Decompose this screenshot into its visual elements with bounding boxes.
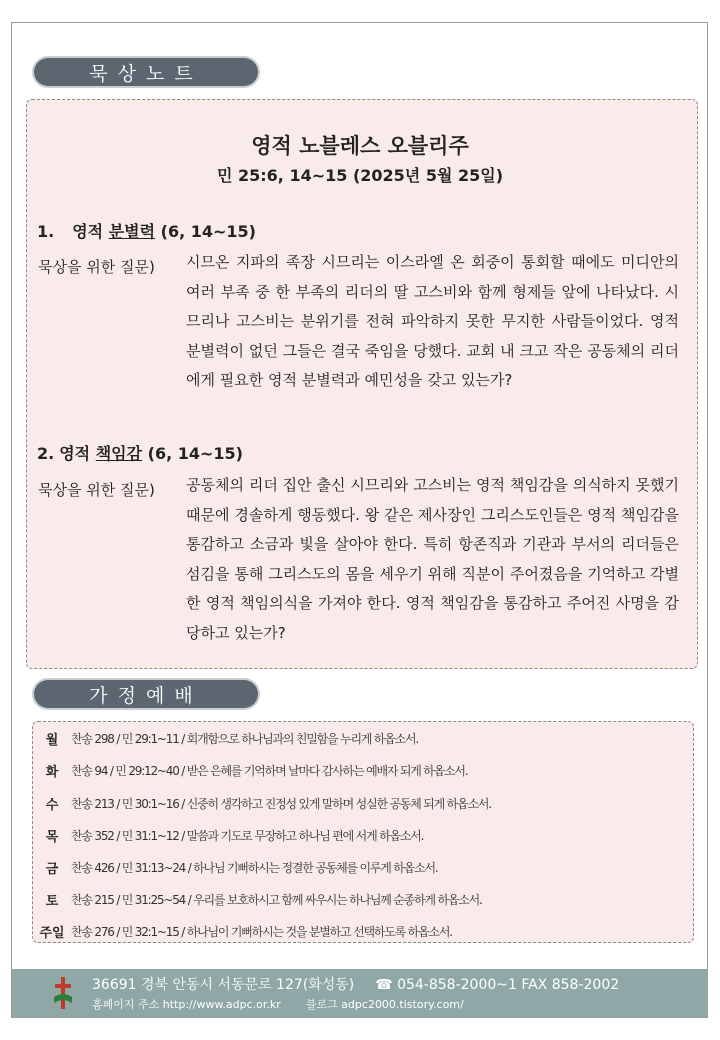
- worship-row-tue: 화 찬송 94 / 민 29:12~40 / 받은 은혜를 기억하며 날마다 감사하는 예배자 되게 하옵소서.: [45, 763, 468, 780]
- family-worship-box: [32, 721, 694, 943]
- footer-homepage-link[interactable]: 홈페이지 주소 http://www.adpc.or.kr: [92, 998, 281, 1011]
- point-2-text: 공동체의 리더 집안 출신 시므리와 고스비는 영적 책임감을 의식하지 못했기 때문에 경솔하게 행동했다. 왕 같은 제사장인 그리스도인들은 영적 책임감을 통감하고 소금과 빛을 살아야 한다. 특히 항존직과 기관과 부서의 리더들은 섬김을 통해 그리스도의 몸을 세우기 위해 직분이 주어졌음을 기억하고 각별한 영적 책임의식을 가져야 한다. 영적 책임감을 통감하고 주어진 사명을 감당하고 있는가?: [186, 476, 679, 642]
- footer-line-2: [92, 996, 464, 1012]
- church-logo-icon: [52, 975, 74, 1011]
- footer: [12, 969, 708, 1017]
- worship-row-sun: 주일 찬송 276 / 민 32:1~15 / 하나님이 기뻐하시는 것을 분별하고 선택하도록 하옵소서.: [39, 924, 452, 941]
- scripture-reference: 민 25:6, 14~15 (2025년 5월 25일): [216, 166, 504, 185]
- footer-blog-link[interactable]: 블로그 adpc2000.tistory.com/: [305, 998, 464, 1011]
- point-1-question-label: 묵상을 위한 질문): [38, 258, 155, 276]
- point-1-text: 시므온 지파의 족장 시므리는 이스라엘 온 회중이 통회할 때에도 미디안의 여러 부족 중 한 부족의 리더의 딸 고스비와 함께 형제들 앞에 나타났다. 시므리나 고스비는 분위기를 전혀 파악하지 못한 무지한 사람들이었다. 영적 분별력이 없던 그들은 결국 죽임을 당했다. 교회 내 크고 작은 공동체의 리더에게 필요한 영적 분별력과 예민성을 갖고 있는가?: [186, 253, 679, 389]
- worship-row-fri: 금 찬송 426 / 민 31:13~24 / 하나님 기뻐하시는 정결한 공동체를 이루게 하옵소서.: [45, 860, 438, 877]
- worship-row-wed: 수 찬송 213 / 민 30:1~16 / 신중히 생각하고 진정성 있게 말하며 성실한 공동체 되게 하옵소서.: [45, 796, 491, 813]
- section-header-label: 가정예배: [89, 684, 203, 707]
- main-title: 영적 노블레스 오블리주: [251, 134, 469, 158]
- point-2-heading: 2. 영적 책임감 (6, 14~15): [37, 444, 243, 463]
- footer-address: 36691 경북 안동시 서동문로 127(화성동): [92, 977, 355, 993]
- point-2-keyword: 책임감: [95, 444, 143, 463]
- footer-phone: ☎ 054-858-2000~1 FAX 858-2002: [375, 977, 620, 993]
- section-header-label: 묵상노트: [89, 62, 203, 85]
- worship-row-mon: 월 찬송 298 / 민 29:1~11 / 회개함으로 하나님과의 친밀함을 누리게 하옵소서.: [45, 731, 419, 748]
- point-1-keyword: 분별력: [108, 222, 156, 241]
- footer-line-1: [92, 974, 619, 994]
- worship-row-sat: 토 찬송 215 / 민 31:25~54 / 우리를 보호하시고 함께 싸우시는 하나님께 순종하게 하옵소서.: [45, 892, 482, 909]
- point-2-question-label: 묵상을 위한 질문): [38, 481, 155, 499]
- worship-row-thu: 목 찬송 352 / 민 31:1~12 / 말씀과 기도로 무장하고 하나님 편에 서게 하옵소서.: [45, 828, 424, 845]
- section-header-family-worship: [34, 680, 258, 708]
- point-1-heading: 1. 영적 분별력 (6, 14~15): [37, 222, 256, 241]
- section-header-meditation: [34, 58, 258, 86]
